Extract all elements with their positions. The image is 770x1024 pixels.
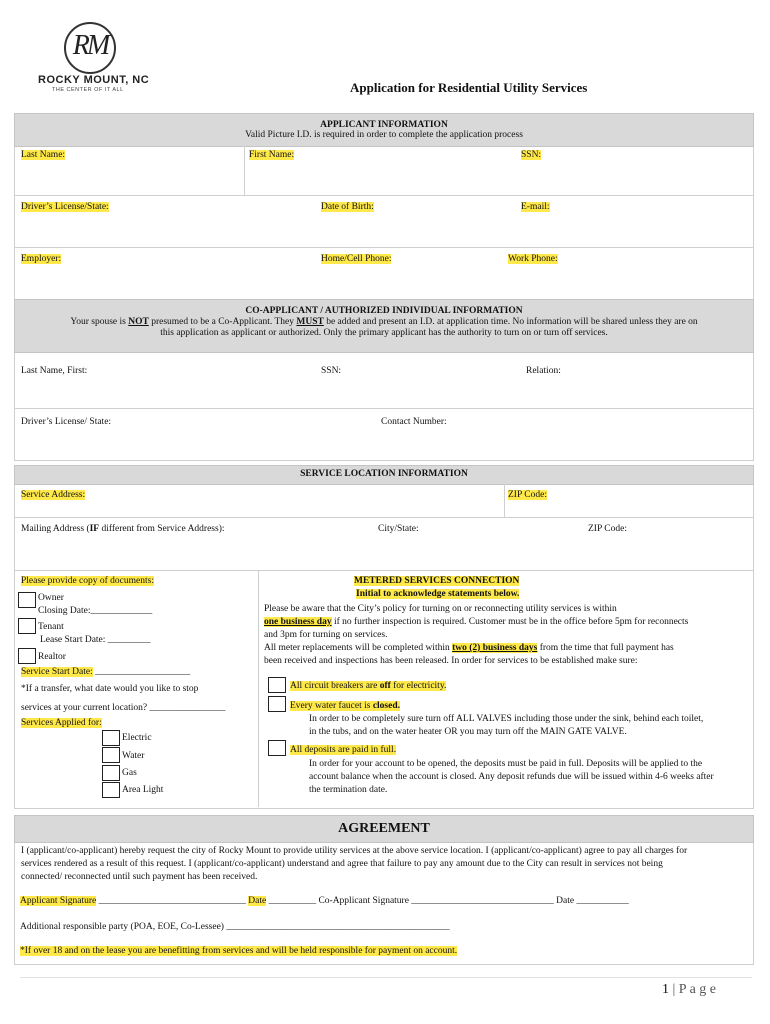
electric-checkbox[interactable] bbox=[102, 730, 120, 746]
co-contact-field[interactable]: Contact Number: bbox=[381, 417, 447, 427]
policy-line bbox=[264, 642, 748, 655]
policy-line: been received and inspections has been released. In order for services to be established make sure: bbox=[264, 656, 638, 666]
gas-checkbox[interactable] bbox=[102, 765, 120, 781]
area-light-label: Area Light bbox=[122, 785, 164, 795]
policy-line: and 3pm for turning on services. bbox=[264, 630, 388, 640]
realtor-label: Realtor bbox=[38, 652, 66, 662]
employer-field[interactable]: Employer: bbox=[21, 254, 62, 264]
page-num-value: 1 bbox=[662, 982, 669, 997]
mailing-zip-field[interactable]: ZIP Code: bbox=[588, 524, 627, 534]
faucet-statement bbox=[290, 701, 400, 711]
note-text: be added and present an I.D. at application time. No information will be shared unless they are on bbox=[323, 317, 698, 327]
first-name-field[interactable]: First Name: bbox=[249, 150, 295, 160]
note-text: Your spouse is bbox=[70, 317, 129, 327]
page-number bbox=[662, 982, 716, 998]
note-not: NOT bbox=[128, 317, 149, 327]
detail-line: in the tubs, and on the water heater OR you may turn off the MAIN GATE VALVE. bbox=[309, 727, 627, 737]
coapplicant-note-line2: this application as applicant or authorized. Only the primary applicant has the authority to turn on or turn off services. bbox=[160, 328, 608, 338]
detail-line: In order to be completely sure turn off ALL VALVES including those under the sink, behind each toilet, bbox=[309, 714, 704, 724]
faucet-details bbox=[309, 713, 749, 739]
date-label: Date bbox=[248, 896, 267, 906]
lease-date-field[interactable]: Lease Start Date: _________ bbox=[40, 635, 151, 645]
tenant-label: Tenant bbox=[38, 622, 64, 632]
statement-emphasis: closed. bbox=[372, 701, 401, 711]
email-field[interactable]: E-mail: bbox=[521, 202, 550, 212]
divider bbox=[14, 517, 753, 518]
agreement-heading: AGREEMENT bbox=[338, 821, 430, 836]
home-phone-field[interactable]: Home/Cell Phone: bbox=[321, 254, 392, 264]
service-location-header bbox=[14, 465, 754, 485]
electric-label: Electric bbox=[122, 733, 152, 743]
co-drivers-license-field[interactable]: Driver’s License/ State: bbox=[21, 417, 112, 427]
documents-heading: Please provide copy of documents: bbox=[21, 576, 154, 586]
breakers-initial-box[interactable] bbox=[268, 677, 286, 693]
applicant-signature-field[interactable]: _______________________________ bbox=[96, 896, 246, 906]
policy-paragraph bbox=[264, 603, 748, 668]
divider bbox=[258, 570, 259, 807]
agreement-line: I (applicant/co-applicant) hereby request the city of Rocky Mount to provide utility services at the above service location. I (applicant/co-applicant) agree to pay all charges for bbox=[21, 846, 688, 856]
responsibility-footnote: *If over 18 and on the lease you are benefitting from services and will be held responsible for payment on account. bbox=[20, 946, 458, 956]
policy-line: Please be aware that the City’s policy for turning on or reconnecting utility services is within bbox=[264, 604, 617, 614]
last-name-field[interactable]: Last Name: bbox=[21, 150, 66, 160]
policy-emphasis: two (2) business days bbox=[452, 643, 538, 653]
coapplicant-header bbox=[14, 299, 754, 353]
statement-text: for electricity. bbox=[390, 681, 447, 691]
additional-party-field[interactable]: Additional responsible party (POA, EOE, Co-Lessee) _______________________________________________ bbox=[20, 922, 450, 932]
divider bbox=[504, 484, 505, 517]
agreement-line: connected/ reconnected until such payment has been received. bbox=[21, 872, 258, 882]
owner-label: Owner bbox=[38, 593, 64, 603]
drivers-license-field[interactable]: Driver’s License/State: bbox=[21, 202, 109, 212]
co-ssn-field[interactable]: SSN: bbox=[321, 366, 342, 376]
divider bbox=[14, 195, 753, 196]
owner-checkbox[interactable] bbox=[18, 592, 36, 608]
deposit-statement: All deposits are paid in full. bbox=[290, 745, 397, 755]
metered-heading: METERED SERVICES CONNECTION bbox=[354, 576, 520, 586]
logo-monogram: RM bbox=[72, 30, 108, 61]
water-label: Water bbox=[122, 751, 145, 761]
note-must: MUST bbox=[296, 317, 324, 327]
page-title: Application for Residential Utility Services bbox=[350, 80, 588, 95]
zip-field[interactable]: ZIP Code: bbox=[508, 490, 547, 500]
agreement-line: services rendered as a result of this request. I (applicant/co-applicant) understand and agree that failure to pay any amount due to the City can result in services not being bbox=[21, 859, 663, 869]
applicant-heading: APPLICANT INFORMATION bbox=[320, 120, 448, 130]
divider bbox=[14, 247, 753, 248]
service-start-date-field[interactable] bbox=[21, 667, 190, 677]
label-text: Mailing Address ( bbox=[21, 524, 90, 534]
deposit-details bbox=[309, 758, 749, 797]
logo-name: ROCKY MOUNT, NC bbox=[38, 74, 150, 86]
policy-text: from the time that full payment has bbox=[537, 643, 674, 653]
work-phone-field[interactable]: Work Phone: bbox=[508, 254, 558, 264]
service-address-field[interactable]: Service Address: bbox=[21, 490, 86, 500]
footer-divider bbox=[20, 977, 752, 978]
blank-line: ____________________ bbox=[92, 667, 191, 677]
transfer-question: *If a transfer, what date would you like to stop bbox=[21, 684, 199, 694]
services-applied-heading: Services Applied for: bbox=[21, 718, 102, 728]
tenant-checkbox[interactable] bbox=[18, 618, 36, 634]
date-coapplicant-fields[interactable]: __________ Co-Applicant Signature ______________________________ Date ___________ bbox=[266, 896, 629, 906]
closing-date-field[interactable]: Closing Date:_____________ bbox=[38, 606, 153, 616]
divider bbox=[14, 408, 753, 409]
detail-line: In order for your account to be opened, the deposits must be paid in full. Deposits will be applied to the bbox=[309, 759, 703, 769]
policy-line bbox=[264, 616, 748, 629]
coapplicant-heading: CO-APPLICANT / AUTHORIZED INDIVIDUAL INFORMATION bbox=[245, 306, 523, 316]
policy-emphasis: one business day bbox=[264, 617, 332, 627]
mailing-address-field[interactable] bbox=[21, 524, 225, 534]
logo-emblem bbox=[64, 22, 116, 74]
policy-text: if no further inspection is required. Customer must be in the office before 5pm for reconnects bbox=[331, 617, 689, 627]
label-text: Service Start Date: bbox=[21, 667, 93, 677]
agreement-header bbox=[14, 815, 754, 843]
note-text: presumed to be a Co-Applicant. They bbox=[148, 317, 297, 327]
deposit-initial-box[interactable] bbox=[268, 740, 286, 756]
statement-text: All circuit breakers are bbox=[290, 681, 380, 691]
realtor-checkbox[interactable] bbox=[18, 648, 36, 664]
transfer-date-field[interactable]: services at your current location? ________________ bbox=[21, 703, 226, 713]
statement-emphasis: off bbox=[379, 681, 391, 691]
coapplicant-note bbox=[15, 317, 753, 327]
co-last-first-field[interactable]: Last Name, First: bbox=[21, 366, 88, 376]
applicant-signature-label: Applicant Signature bbox=[20, 896, 97, 906]
area-light-checkbox[interactable] bbox=[102, 782, 120, 798]
page-label: | P a g e bbox=[672, 982, 716, 997]
label-if: IF bbox=[89, 524, 100, 534]
gas-label: Gas bbox=[122, 768, 137, 778]
agreement-body bbox=[21, 845, 751, 884]
dob-field[interactable]: Date of Birth: bbox=[321, 202, 374, 212]
city-state-field[interactable]: City/State: bbox=[378, 524, 419, 534]
metered-subheading: Initial to acknowledge statements below. bbox=[356, 589, 520, 599]
co-relation-field[interactable]: Relation: bbox=[526, 366, 561, 376]
logo-tagline: THE CENTER OF IT ALL bbox=[52, 87, 124, 93]
applicant-subheading: Valid Picture I.D. is required in order to complete the application process bbox=[245, 130, 523, 140]
divider bbox=[244, 146, 245, 195]
applicant-header bbox=[14, 113, 754, 147]
breakers-statement bbox=[290, 681, 446, 691]
faucet-initial-box[interactable] bbox=[268, 696, 286, 712]
ssn-field[interactable]: SSN: bbox=[521, 150, 542, 160]
detail-line: account balance when the account is closed. Any deposit refunds due will be issued within 4-6 weeks after bbox=[309, 772, 714, 782]
detail-line: the termination date. bbox=[309, 785, 388, 795]
label-text: different from Service Address): bbox=[99, 524, 225, 534]
policy-text: All meter replacements will be completed within bbox=[264, 643, 453, 653]
signature-row bbox=[20, 896, 629, 906]
service-location-heading: SERVICE LOCATION INFORMATION bbox=[300, 469, 468, 479]
water-checkbox[interactable] bbox=[102, 747, 120, 763]
statement-text: Every water faucet is bbox=[290, 701, 373, 711]
